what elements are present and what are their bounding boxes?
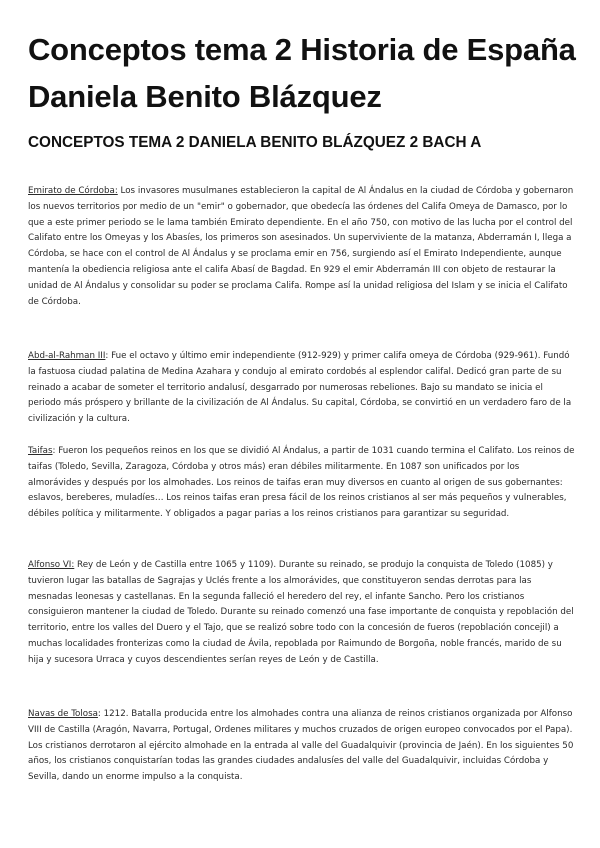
paragraph-emirato-de-cordoba <box>28 184 575 310</box>
definition-text: : Fue el octavo y último emir independiente (912-929) y primer califa omeya de Córdoba (929-961). Fundó la fastuosa ciudad palatina de Medina Azahara y condujo al emirato cordobés al esplendor califal. Dedicó gran parte de su reinado a acabar de someter el territorio andalusí, desgarrado por numerosas rebeliones. Bajo su mandato se inicia el periodo más próspero y brillante de la civilización de Al Ándalus. Su capital, Córdoba, se convirtió en un verdadero faro de la civilización y la cultura. <box>28 351 572 425</box>
paragraph-navas-de-tolosa <box>28 707 575 786</box>
term-navas-de-tolosa: Navas de Tolosa <box>28 709 98 719</box>
term-taifas: Taifas <box>28 446 53 456</box>
paragraph-alfonso-vi <box>28 558 575 669</box>
paragraph-taifas <box>28 444 575 523</box>
term-alfonso-vi: Alfonso VI: <box>28 560 75 570</box>
term-abd-al-rahman-iii: Abd-al-Rahman III <box>28 351 106 361</box>
definition-text: Los invasores musulmanes establecieron la capital de Al Ándalus en la ciudad de Córdoba y gobernaron los nuevos territorios por medio de un "emir" o gobernador, que obedecía las órdenes del Califa Omeya de Damasco, por lo que a este primer periodo se le lama también Emirato dependiente. En el año 750, con motivo de las lucha por el control del Califato entre los Omeyas y los Abasíes, los primeros son asesinados. Un superviviente de la matanza, Abderramán I, llega a Córdoba, se hace con el control de Al Ándalus y se proclama emir en 756, surgiendo así el Emirato Independiente, aunque mantenía la obediencia religiosa ante el califa Abasí de Bagdad. En 929 el emir Abderramán III con objeto de restaurar la unidad de Al Ándalus y consolidar su poder se proclama Califa. Rompe así la unidad religiosa del Islam y se inicia el Califato de Córdoba. <box>28 186 574 307</box>
definition-text: : 1212. Batalla producida entre los almohades contra una alianza de reinos cristianos organizada por Alfonso VIII de Castilla (Aragón, Navarra, Portugal, Ordenes militares y muchos cruzados de origen europeo convocados por el Papa). Los cristianos derrotaron al ejército almohade en la entrada al valle del Guadalquivir (provincia de Jaén). En los siguientes 50 años, los cristianos conquistarían todas las grandes ciudades andalusíes del valle del Guadalquivir, incluidas Córdoba y Sevilla, dando un enorme impulso a la conquista. <box>28 709 574 783</box>
definition-text: Rey de León y de Castilla entre 1065 y 1109). Durante su reinado, se produjo la conquista de Toledo (1085) y tuvieron lugar las batallas de Sagrajas y Uclés frente a los almorávides, que constituyeron sendas derrotas para las mesnadas leonesas y castellanas. En la segunda falleció el heredero del rey, el infante Sancho. Pero los cristianos consiguieron mantener la ciudad de Toledo. Durante su reinado comenzó una fase importante de conquista y repoblación del territorio, entre los valles del Duero y el Tajo, que se realizó sobre todo con la concesión de fueros (repoblación concejil) a muchas localidades fronterizas como la ciudad de Ávila, repoblada por Raimundo de Borgoña, noble francés, marido de su hija y sucesora Urraca y cuyos descendientes serían reyes de León y de Castilla. <box>28 560 574 665</box>
paragraph-abd-al-rahman-iii <box>28 349 575 428</box>
document-title: Conceptos tema 2 Historia de España Daniela Benito Blázquez <box>28 32 576 114</box>
term-emirato-de-cordoba: Emirato de Córdoba: <box>28 186 118 196</box>
document-subtitle: CONCEPTOS TEMA 2 DANIELA BENITO BLÁZQUEZ 2 BACH A <box>28 134 482 151</box>
definition-text: : Fueron los pequeños reinos en los que se dividió Al Ándalus, a partir de 1031 cuando termina el Califato. Los reinos de taifas (Toledo, Sevilla, Zaragoza, Córdoba y otros más) eran débiles militarmente. En 1087 son unificados por los almorávides y después por los almohades. Los reinos de taifas eran muy diversos en cuanto al origen de sus gobernantes: eslavos, bereberes, muladíes… Los reinos taifas eran presa fácil de los reinos cristianos al ser más pequeños y vulnerables, débiles política y militarmente. Y obligados a pagar parias a los reinos cristianos para garantizar su seguridad. <box>28 446 575 520</box>
